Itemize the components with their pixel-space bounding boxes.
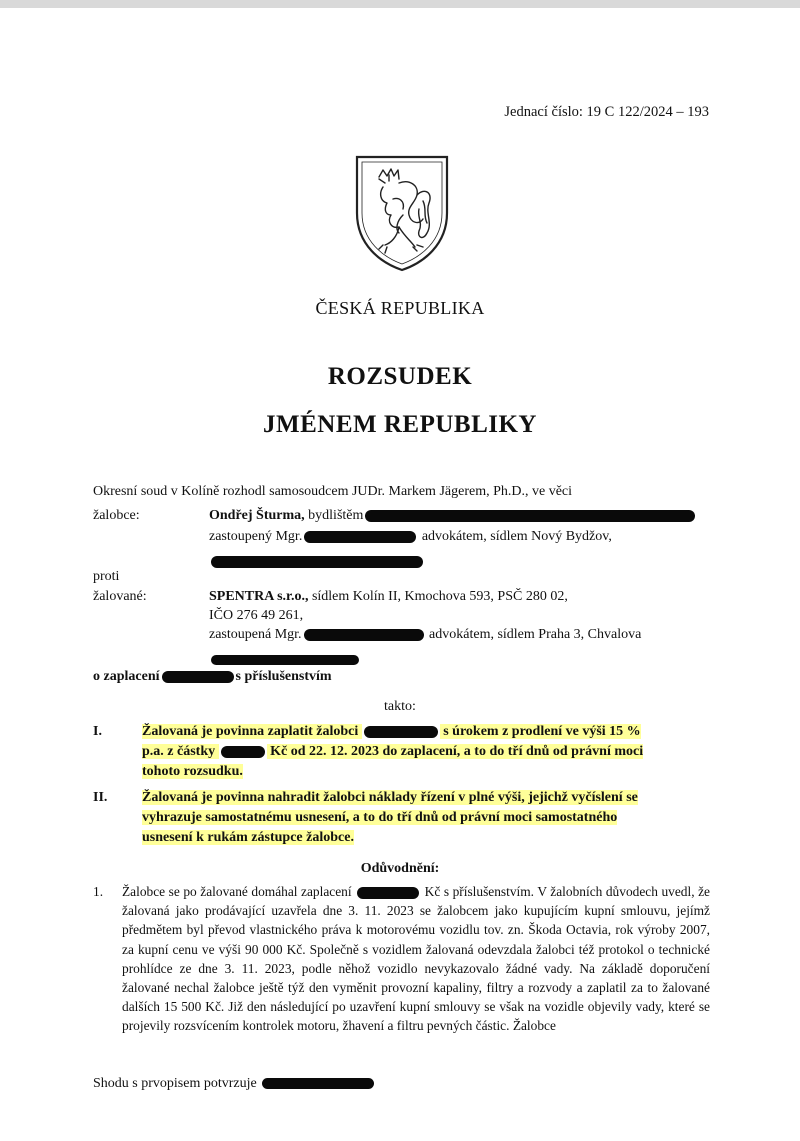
reasoning-text-b: Kč s příslušenstvím. V žalobních důvodech uvedl, že žalovaná jako prodávající uzavřela dne 3. 11. 2023 se žalobcem jako kupujícím kupní smlouvu, jejímž předmětem byl převod vlastnického práva k motorovému vozidlu tov. zn. Škoda Octavia, rok výroby 2007, za kupní cenu ve výši 90 000 Kč. Společně s vozidlem žalovaná odevzdala žalobci též protokol o technické prohlídce ze dne 3. 11. 2023, podle něhož vozidlo nevykazovalo žádné vady. Na základě doporučení žalované nechal žalobce ještě týž den vyměnit provozní kapaliny, filtry a rozvody a zaplatil za to žalované dalších 15 500 Kč. Již den následující po uzavření kupní smlouvy se však na vozidle objevily vady, které se projevily rozsvícením kontrolek motoru, žhavení a filtru pevných částic. Žalobce xyxy=(122,884,710,1034)
redaction xyxy=(304,531,416,543)
plaintiff-residence-label: bydlištěm xyxy=(308,508,364,523)
subject-text-a: o zaplacení xyxy=(93,669,160,684)
redaction xyxy=(304,629,424,641)
case-number: Jednací číslo: 19 C 122/2024 – 193 xyxy=(504,104,709,120)
country-name: ČESKÁ REPUBLIKA xyxy=(315,298,485,318)
verdict-2-line-3: usnesení k rukám zástupce žalobce. xyxy=(142,830,354,845)
verdict-number-2: II. xyxy=(93,790,108,805)
verdict-2-line-1: Žalovaná je povinna nahradit žalobci náklady řízení v plné výši, jejichž vyčíslení se xyxy=(142,790,638,805)
defendant-line-3 xyxy=(209,625,641,645)
redaction xyxy=(365,510,695,522)
defendant-attorney-seat: advokátem, sídlem Praha 3, Chvalova xyxy=(429,627,642,642)
verdict-2-line-2: vyhrazuje samostatnému usnesení, a to do tří dnů od právní moci samostatného xyxy=(142,810,618,825)
verdict-1-line-1b: s úrokem z prodlení ve výši 15 % xyxy=(443,724,641,739)
defendant-name: SPENTRA s.r.o., xyxy=(209,589,309,604)
redaction xyxy=(162,671,234,683)
defendant-id-number: IČO 276 49 261, xyxy=(209,608,304,623)
verdict-1-line-1a: Žalovaná je povinna zaplatit žalobci xyxy=(142,724,359,739)
verdict-number-1: I. xyxy=(93,724,102,739)
document-title: ROZSUDEK xyxy=(327,363,473,390)
versus-label: proti xyxy=(93,569,120,584)
state-emblem-icon xyxy=(353,153,451,273)
subject-line xyxy=(93,667,332,687)
certification-text: Shodu s prvopisem potvrzuje xyxy=(93,1076,257,1091)
redaction xyxy=(211,655,359,665)
plaintiff-line-3 xyxy=(209,553,425,571)
verdict-1-line-3: tohoto rozsudku. xyxy=(142,764,243,779)
verdict-item-1 xyxy=(142,722,710,782)
redaction xyxy=(364,726,438,738)
verdict-1-line-2b: Kč od 22. 12. 2023 do zaplacení, a to do tří dnů od právní moci xyxy=(270,744,644,759)
defendant-attorney-label: zastoupená Mgr. xyxy=(209,627,302,642)
document-page xyxy=(0,8,800,1141)
redaction xyxy=(357,887,419,899)
defendant-label: žalované: xyxy=(93,589,147,604)
document-subtitle: JMÉNEM REPUBLIKY xyxy=(263,411,537,438)
redaction xyxy=(211,556,423,568)
reasoning-heading: Odůvodnění: xyxy=(360,861,440,876)
defendant-line-1 xyxy=(209,587,568,607)
viewer-top-bar xyxy=(0,0,800,8)
certification-line xyxy=(93,1074,376,1094)
reasoning-paragraph-1 xyxy=(122,882,710,1036)
redaction xyxy=(221,746,265,758)
plaintiff-line-2 xyxy=(209,527,612,547)
takto-label: takto: xyxy=(384,699,416,714)
redaction xyxy=(262,1078,374,1089)
verdict-1-line-2a: p.a. z částky xyxy=(142,744,216,759)
plaintiff-attorney-label: zastoupený Mgr. xyxy=(209,529,303,544)
verdict-item-2 xyxy=(142,788,710,848)
defendant-seat: sídlem Kolín II, Kmochova 593, PSČ 280 02, xyxy=(311,589,568,604)
court-intro: Okresní soud v Kolíně rozhodl samosoudcem JUDr. Markem Jägerem, Ph.D., ve věci xyxy=(93,484,573,499)
plaintiff-label: žalobce: xyxy=(93,508,140,523)
reasoning-text-a: Žalobce se po žalované domáhal zaplacení xyxy=(122,884,352,899)
reasoning-number-1: 1. xyxy=(93,884,104,899)
plaintiff-attorney-seat: advokátem, sídlem Nový Bydžov, xyxy=(421,529,612,544)
plaintiff-line-1 xyxy=(209,506,697,526)
subject-text-b: s příslušenstvím xyxy=(235,669,332,684)
plaintiff-name: Ondřej Šturma, xyxy=(209,508,305,523)
